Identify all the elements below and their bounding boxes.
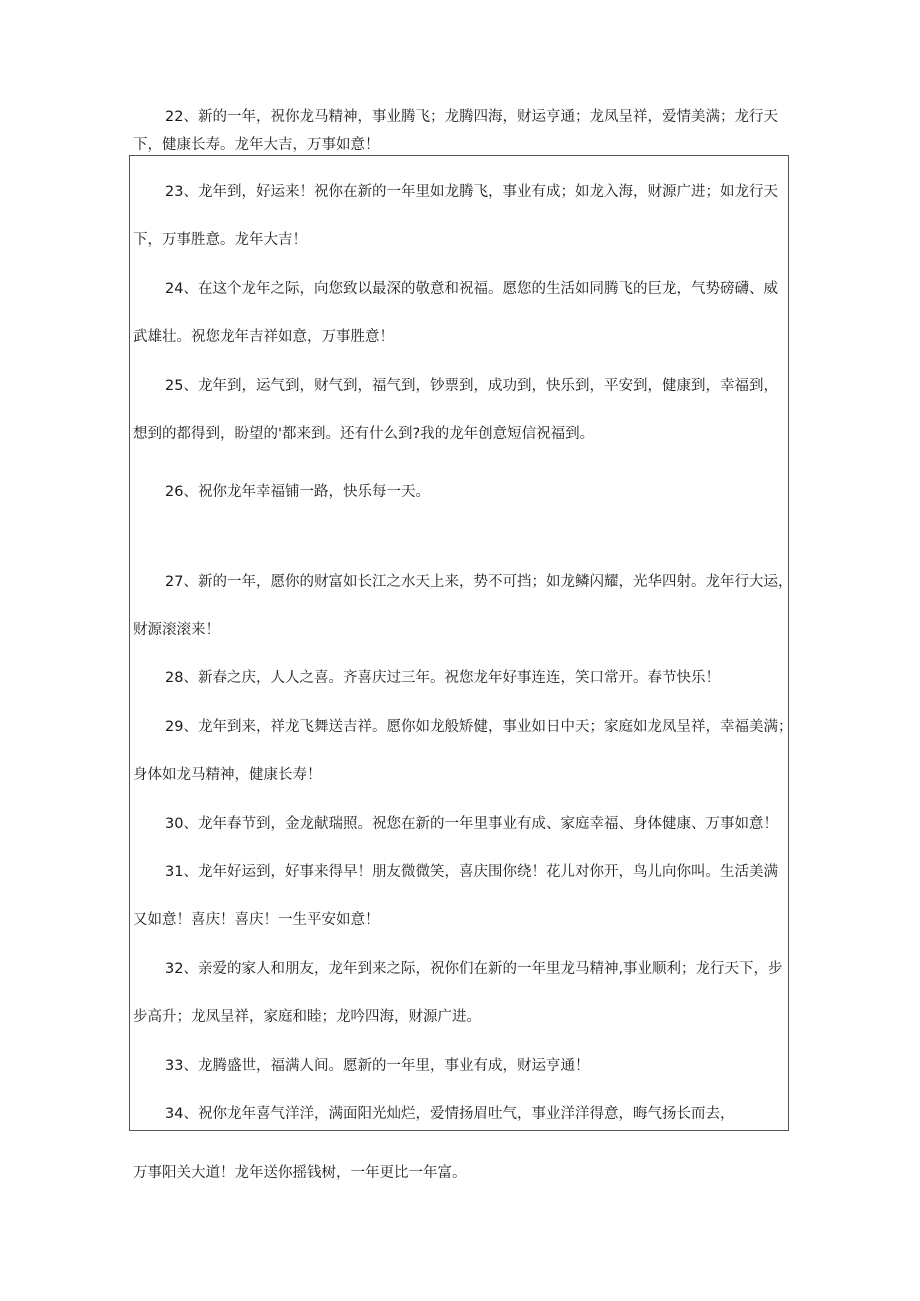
bordered-text-frame (129, 155, 789, 1131)
wish-34-line-1: 34、祝你龙年喜气洋洋，满面阳光灿烂，爱情扬眉吐气，事业洋洋得意，晦气扬长而去， (165, 1106, 735, 1122)
wish-28-line-1: 28、新春之庆，人人之喜。齐喜庆过三年。祝您龙年好事连连，笑口常开。春节快乐！ (165, 670, 720, 686)
wish-22-line-1: 22、新的一年，祝你龙马精神，事业腾飞；龙腾四海，财运亨通；龙凤呈祥，爱情美满；龙行天 (165, 109, 778, 125)
wish-22-line-2: 下，健康长寿。龙年大吉，万事如意！ (133, 137, 380, 153)
wish-26-line-1: 26、祝你龙年幸福铺一路，快乐每一天。 (165, 484, 430, 500)
wish-27-line-2: 财源滚滚来！ (133, 622, 220, 638)
wish-23-line-2: 下，万事胜意。龙年大吉！ (133, 232, 307, 248)
wish-33-line-1: 33、龙腾盛世，福满人间。愿新的一年里，事业有成，财运亨通！ (165, 1058, 590, 1074)
wish-31-line-1: 31、龙年好运到，好事来得早！朋友微微笑，喜庆围你绕！花儿对你开，鸟儿向你叫。生活美满 (165, 864, 778, 880)
wish-29-line-1: 29、龙年到来，祥龙飞舞送吉祥。愿你如龙般矫健，事业如日中天；家庭如龙凤呈祥，幸福美满； (165, 719, 793, 735)
wish-24-line-2: 武雄壮。祝您龙年吉祥如意，万事胜意！ (133, 329, 394, 345)
wish-30-line-1: 30、龙年春节到，金龙献瑞照。祝您在新的一年里事业有成、家庭幸福、身体健康、万事如意！ (165, 816, 778, 832)
wish-29-line-2: 身体如龙马精神，健康长寿！ (133, 767, 322, 783)
wish-31-line-2: 又如意！喜庆！喜庆！一生平安如意！ (133, 912, 380, 928)
wish-32-line-1: 32、亲爱的家人和朋友，龙年到来之际，祝你们在新的一年里龙马精神,事业顺利；龙行天下，步 (165, 961, 783, 977)
wish-25-line-2: 想到的都得到，盼望的'都来到。还有什么到?我的龙年创意短信祝福到。 (133, 426, 595, 442)
wish-34-line-2: 万事阳关大道！龙年送你摇钱树，一年更比一年富。 (133, 1165, 467, 1181)
wish-24-line-1: 24、在这个龙年之际，向您致以最深的敬意和祝福。愿您的生活如同腾飞的巨龙，气势磅礴、威 (165, 281, 778, 297)
wish-32-line-2: 步高升；龙凤呈祥，家庭和睦；龙吟四海，财源广进。 (133, 1009, 481, 1025)
wish-25-line-1: 25、龙年到，运气到，财气到，福气到，钞票到，成功到，快乐到，平安到，健康到，幸福到， (165, 378, 778, 394)
wish-23-line-1: 23、龙年到，好运来！祝你在新的一年里如龙腾飞，事业有成；如龙入海，财源广进；如龙行天 (165, 184, 778, 200)
wish-27-line-1: 27、新的一年，愿你的财富如长江之水天上来，势不可挡；如龙鳞闪耀，光华四射。龙年行大运， (165, 574, 793, 590)
